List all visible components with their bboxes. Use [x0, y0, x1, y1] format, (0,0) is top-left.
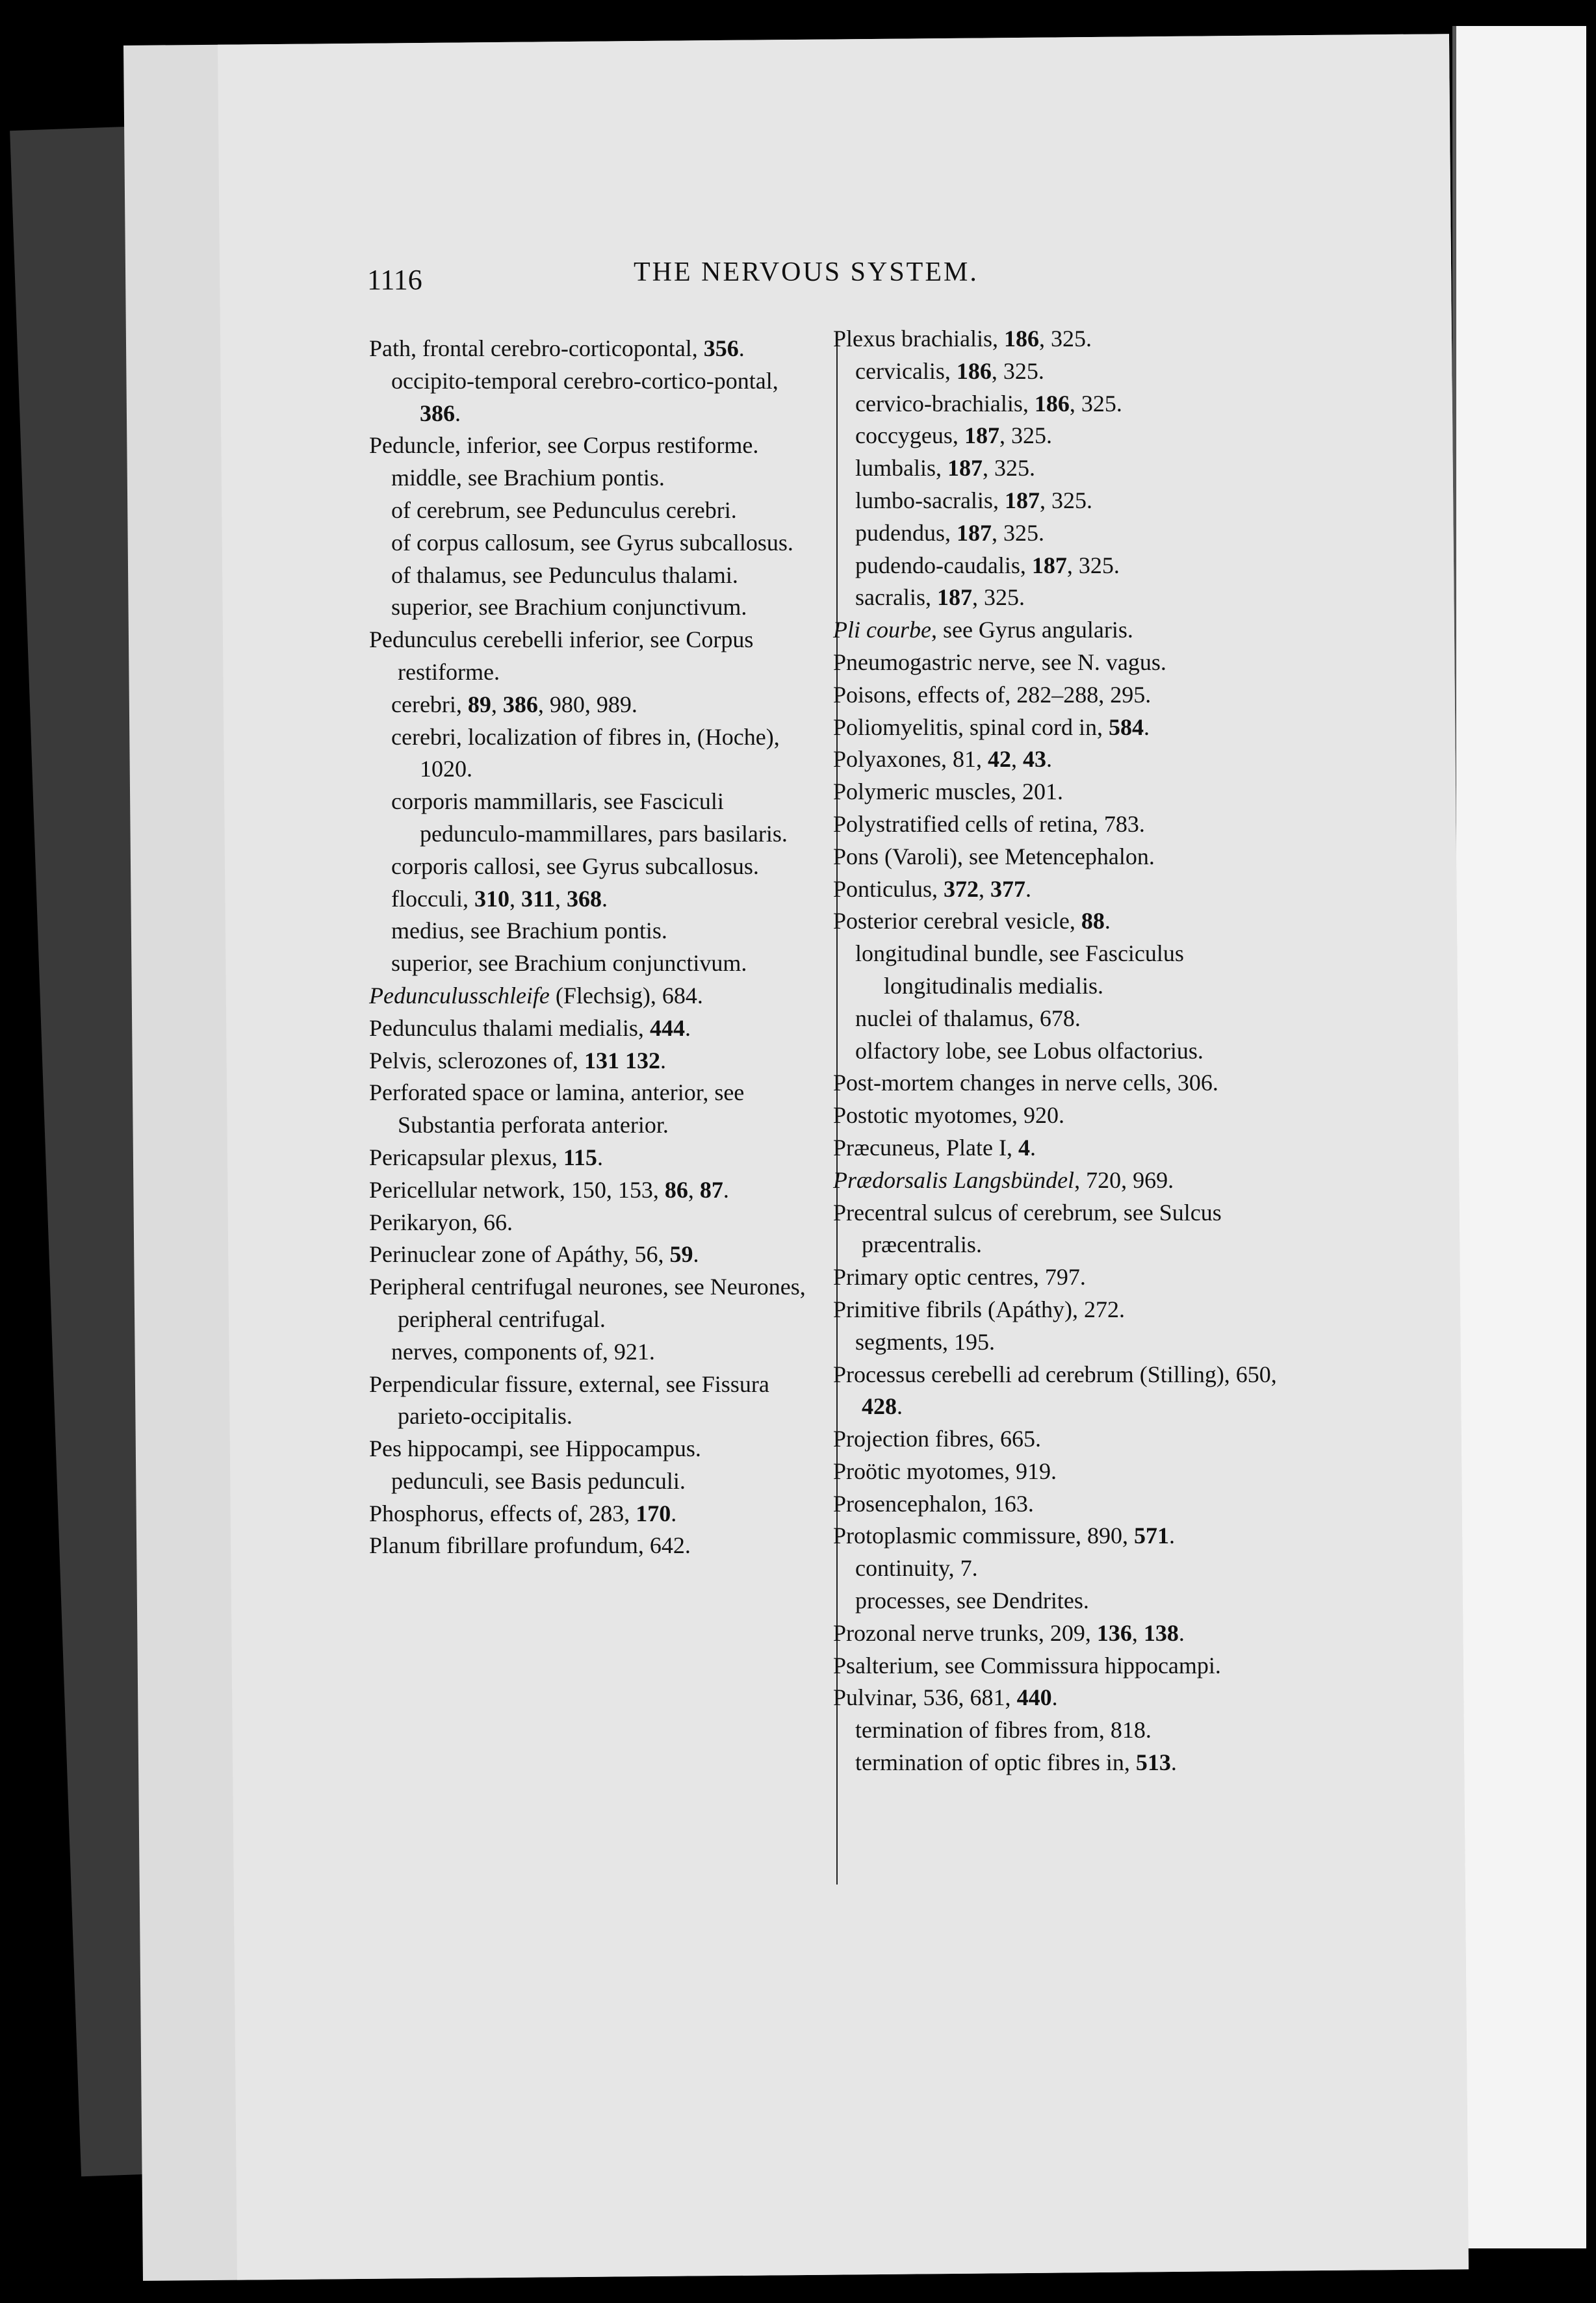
entry-text: flocculi,	[391, 885, 474, 912]
entry-text: Primary optic centres, 797.	[833, 1264, 1086, 1291]
entry-text: cervicalis,	[855, 357, 957, 384]
index-entry	[833, 1261, 1288, 1294]
index-entry	[369, 1498, 817, 1530]
entry-text: Perikaryon, 66.	[369, 1209, 513, 1235]
entry-text: Pelvis, sclerozones of,	[369, 1047, 584, 1074]
page-reference-bold: 368	[566, 885, 602, 912]
page-reference-bold: 187	[964, 422, 999, 449]
index-entry	[369, 560, 817, 592]
page-reference-bold: 186	[1003, 326, 1039, 352]
index-entry	[833, 550, 1288, 582]
entry-text: medius, see Brachium pontis.	[391, 918, 667, 944]
entry-text: Prozonal nerve trunks, 209,	[833, 1619, 1097, 1646]
index-entry	[369, 1271, 817, 1336]
page-reference-bold: 86	[664, 1176, 688, 1203]
index-entry	[369, 591, 817, 624]
index-entry	[833, 1100, 1288, 1132]
entry-text: Pes hippocampi, see Hippocampus.	[369, 1435, 701, 1462]
entry-text: corporis callosi, see Gyrus subcallosus.	[391, 853, 759, 879]
entry-text: Poisons, effects of, 282–288, 295.	[833, 681, 1152, 708]
index-entry	[833, 1197, 1288, 1262]
index-entry	[833, 1359, 1288, 1424]
entry-text: .	[1178, 1619, 1185, 1646]
index-entry	[369, 1174, 817, 1207]
index-column-right	[833, 323, 1288, 1779]
entry-text: pudendo-caudalis,	[855, 552, 1032, 578]
index-entry	[833, 1617, 1288, 1650]
entry-text: Pons (Varoli), see Metencephalon.	[833, 843, 1155, 869]
entry-text: .	[897, 1393, 903, 1420]
entry-text: Peripheral centrifugal neurones, see Neurones, peripheral centrifugal.	[369, 1274, 806, 1332]
page-reference-bold: 513	[1135, 1749, 1171, 1776]
entry-text: Pericellular network, 150, 153,	[369, 1176, 665, 1203]
entry-text: .	[738, 335, 745, 361]
entry-text: sacralis,	[855, 584, 937, 611]
index-entry	[369, 1530, 817, 1562]
index-entry	[833, 712, 1288, 744]
entry-text: .	[1051, 1684, 1058, 1711]
page-reference-bold: 88	[1081, 908, 1105, 934]
index-entry	[833, 938, 1288, 1003]
entry-text: occipito-temporal cerebro-cortico-pontal,	[391, 367, 779, 394]
entry-text: Projection fibres, 665.	[833, 1426, 1041, 1452]
entry-text: .	[1104, 908, 1111, 934]
index-entry	[369, 1239, 817, 1271]
index-entry	[369, 721, 817, 786]
entry-text: Prosencephalon, 163.	[833, 1490, 1034, 1517]
entry-text: Primitive fibrils (Apáthy), 272.	[833, 1296, 1125, 1322]
index-entry	[369, 1012, 817, 1045]
page-reference-bold: 187	[957, 519, 992, 546]
page-reference-bold: 372	[944, 875, 979, 902]
page-number: 1116	[367, 264, 422, 296]
entry-text: Perinuclear zone of Apáthy, 56,	[369, 1241, 670, 1268]
entry-text: Pneumogastric nerve, see N. vagus.	[833, 649, 1166, 675]
entry-text: .	[671, 1500, 677, 1526]
page-reference-bold: 131 132	[584, 1047, 660, 1074]
entry-text: Polyaxones, 81,	[833, 746, 988, 773]
entry-text: Path, frontal cerebro-corticopontal,	[369, 335, 704, 361]
entry-text: cerebri,	[391, 691, 468, 717]
index-entry	[369, 980, 817, 1012]
index-column-left	[369, 333, 817, 1562]
entry-text: Proötic myotomes, 919.	[833, 1458, 1057, 1484]
index-entry	[833, 808, 1288, 841]
entry-text: of corpus callosum, see Gyrus subcallosus.	[391, 529, 793, 556]
entry-text: longitudinal bundle, see Fasciculus longitudinalis medialis.	[855, 940, 1184, 999]
page-reference-bold: 311	[521, 885, 555, 912]
index-entry	[833, 1164, 1288, 1197]
entry-text: lumbalis,	[855, 455, 947, 482]
entry-text: ,	[509, 885, 521, 912]
entry-text: Pedunculus thalami medialis,	[369, 1014, 650, 1041]
index-entry	[369, 1142, 817, 1174]
entry-text: Protoplasmic commissure, 890,	[833, 1523, 1134, 1549]
entry-text: Precentral sulcus of cerebrum, see Sulcus præcentralis.	[833, 1199, 1222, 1258]
entry-text: termination of fibres from, 818.	[855, 1717, 1152, 1743]
entry-text: Post-mortem changes in nerve cells, 306.	[833, 1070, 1218, 1096]
entry-text: ,	[688, 1176, 700, 1203]
index-entry	[369, 915, 817, 947]
entry-text: , 720, 969.	[1074, 1166, 1174, 1193]
entry-text: .	[684, 1014, 691, 1041]
page-reference-bold: 186	[956, 357, 992, 384]
entry-text: lumbo-sacralis,	[855, 487, 1005, 513]
entry-text: , see Gyrus angularis.	[931, 617, 1133, 643]
entry-text: Ponticulus,	[833, 875, 944, 902]
index-entry	[833, 388, 1288, 420]
index-entry	[833, 1035, 1288, 1068]
index-entry	[833, 1747, 1288, 1779]
entry-text: , 325.	[991, 357, 1044, 384]
index-entry	[369, 883, 817, 916]
italic-term: Pli courbe	[833, 617, 931, 643]
entry-text: , 325.	[1069, 390, 1122, 417]
entry-text: Posterior cerebral vesicle,	[833, 908, 1081, 934]
entry-text: , 325.	[972, 584, 1025, 611]
entry-text: Postotic myotomes, 920.	[833, 1102, 1065, 1129]
index-entry	[833, 614, 1288, 647]
entry-text: (Flechsig), 684.	[549, 982, 703, 1009]
entry-text: Polymeric muscles, 201.	[833, 778, 1063, 805]
entry-text: of thalamus, see Pedunculus thalami.	[391, 561, 738, 588]
entry-text: Psalterium, see Commissura hippocampi.	[833, 1652, 1221, 1679]
index-entry	[833, 1132, 1288, 1164]
index-entry	[369, 1207, 817, 1239]
index-entry	[369, 333, 817, 365]
index-entry	[833, 647, 1288, 679]
page-reference-bold: 584	[1108, 714, 1144, 740]
entry-text: pudendus,	[855, 519, 957, 546]
page-reference-bold: 386	[420, 400, 455, 426]
entry-text: , 325.	[1066, 552, 1120, 578]
index-entry	[833, 873, 1288, 906]
entry-text: segments, 195.	[855, 1328, 995, 1355]
entry-text: , 325.	[1039, 487, 1092, 513]
running-head	[367, 257, 1290, 302]
entry-text: coccygeus,	[855, 422, 964, 449]
entry-text: termination of optic fibres in,	[855, 1749, 1136, 1776]
page-reference-bold: 187	[1031, 552, 1067, 578]
index-entry	[833, 1456, 1288, 1488]
index-entry	[369, 1045, 817, 1077]
entry-text: , 325.	[983, 455, 1035, 482]
index-entry	[833, 776, 1288, 808]
entry-text: ,	[1131, 1619, 1144, 1646]
index-entry	[369, 1336, 817, 1369]
index-entry	[833, 420, 1288, 452]
index-entry	[369, 1433, 817, 1465]
entry-text: .	[1170, 1749, 1177, 1776]
italic-term: Pedunculusschleife	[369, 982, 550, 1009]
entry-text: corporis mammillaris, see Fasciculi pedunculo-mammillares, pars basilaris.	[391, 788, 788, 847]
entry-text: Pulvinar, 536, 681,	[833, 1684, 1017, 1711]
entry-text: cerebri, localization of fibres in, (Hoche), 1020.	[391, 723, 780, 782]
entry-text: , 325.	[999, 422, 1052, 449]
index-entry	[369, 786, 817, 851]
page-reference-bold: 186	[1034, 390, 1070, 417]
index-entry	[833, 1423, 1288, 1456]
index-entry	[369, 462, 817, 495]
entry-text: ,	[491, 691, 503, 717]
index-entry	[833, 1326, 1288, 1359]
index-entry	[833, 1585, 1288, 1617]
entry-text: cervico-brachialis,	[855, 390, 1035, 417]
index-entry	[833, 452, 1288, 485]
entry-text: Perpendicular fissure, external, see Fissura parieto-occipitalis.	[369, 1370, 769, 1430]
index-entry	[833, 517, 1288, 550]
page-reference-bold: 440	[1016, 1684, 1052, 1711]
page-reference-bold: 187	[947, 455, 983, 482]
index-entry	[369, 1465, 817, 1498]
entry-text: .	[1046, 746, 1052, 773]
entry-text: of cerebrum, see Pedunculus cerebri.	[391, 496, 737, 523]
entry-text: .	[1025, 875, 1032, 902]
index-entry	[833, 323, 1288, 355]
entry-text: Processus cerebelli ad cerebrum (Stilling), 650,	[833, 1361, 1277, 1387]
facing-page-edge	[1452, 26, 1586, 2248]
page-reference-bold: 428	[862, 1393, 897, 1420]
entry-text: Pericapsular plexus,	[369, 1144, 563, 1170]
entry-text: .	[1029, 1134, 1036, 1161]
entry-text: , 980, 989.	[537, 691, 637, 717]
entry-text: .	[1143, 714, 1150, 740]
index-entry	[369, 495, 817, 527]
page-reference-bold: 89	[467, 691, 491, 717]
index-entry	[369, 689, 817, 721]
entry-text: Peduncle, inferior, see Corpus restiforme.	[369, 432, 759, 459]
entry-text: nuclei of thalamus, 678.	[855, 1005, 1081, 1031]
index-entry	[833, 355, 1288, 388]
index-entry	[833, 1488, 1288, 1521]
entry-text: superior, see Brachium conjunctivum.	[391, 950, 747, 977]
entry-text: middle, see Brachium pontis.	[391, 465, 665, 491]
entry-text: .	[723, 1176, 729, 1203]
entry-text: pedunculi, see Basis pedunculi.	[391, 1467, 686, 1494]
index-entry	[833, 582, 1288, 614]
entry-text: ,	[554, 885, 567, 912]
entry-text: Plexus brachialis,	[833, 326, 1004, 352]
index-entry	[369, 365, 817, 430]
page-reference-bold: 187	[936, 584, 972, 611]
page-reference-bold: 377	[990, 875, 1026, 902]
running-head-title: THE NERVOUS SYSTEM.	[634, 257, 979, 287]
entry-text: Pedunculus cerebelli inferior, see Corpus restiforme.	[369, 626, 754, 685]
index-entry	[833, 1294, 1288, 1326]
page-reference-bold: 138	[1143, 1619, 1179, 1646]
page-reference-bold: 87	[699, 1176, 723, 1203]
entry-text: ,	[979, 875, 991, 902]
entry-text: Planum fibrillare profundum, 642.	[369, 1532, 691, 1559]
entry-text: ,	[1011, 746, 1023, 773]
index-entry	[833, 1552, 1288, 1585]
page-reference-bold: 356	[703, 335, 739, 361]
index-entry	[369, 1369, 817, 1434]
index-entry	[833, 485, 1288, 517]
entry-text: Phosphorus, effects of, 283,	[369, 1500, 636, 1526]
page-reference-bold: 43	[1023, 746, 1046, 773]
entry-text: Perforated space or lamina, anterior, see Substantia perforata anterior.	[369, 1079, 745, 1139]
index-entry	[833, 1682, 1288, 1714]
index-entry	[833, 1003, 1288, 1035]
index-entry	[369, 430, 817, 462]
entry-text: , 325.	[1038, 326, 1092, 352]
index-entry	[833, 1520, 1288, 1552]
page-reference-bold: 42	[988, 746, 1011, 773]
entry-text: .	[693, 1241, 699, 1268]
index-entry	[833, 1067, 1288, 1100]
index-entry	[369, 624, 817, 689]
entry-text: , 325.	[992, 519, 1044, 546]
index-entry	[833, 743, 1288, 776]
entry-text: Poliomyelitis, spinal cord in,	[833, 714, 1109, 740]
entry-text: Præcuneus, Plate I,	[833, 1134, 1018, 1161]
page-reference-bold: 115	[563, 1144, 597, 1170]
page-reference-bold: 571	[1133, 1523, 1169, 1549]
page-reference-bold: 59	[669, 1241, 693, 1268]
entry-text: .	[455, 400, 461, 426]
page-reference-bold: 136	[1096, 1619, 1132, 1646]
index-entry	[369, 1077, 817, 1142]
entry-text: olfactory lobe, see Lobus olfactorius.	[855, 1037, 1203, 1064]
index-entry	[833, 1650, 1288, 1682]
entry-text: processes, see Dendrites.	[855, 1588, 1089, 1614]
entry-text: .	[597, 1144, 603, 1170]
index-entry	[833, 905, 1288, 938]
entry-text: .	[1168, 1523, 1175, 1549]
index-entry	[833, 841, 1288, 873]
entry-text: .	[660, 1047, 666, 1074]
entry-text: .	[601, 885, 608, 912]
entry-text: Polystratified cells of retina, 783.	[833, 810, 1145, 837]
index-entry	[369, 947, 817, 980]
index-entry	[369, 527, 817, 560]
page-reference-bold: 4	[1018, 1134, 1030, 1161]
entry-text: superior, see Brachium conjunctivum.	[391, 594, 747, 621]
page-reference-bold: 170	[636, 1500, 671, 1526]
index-entry	[833, 1714, 1288, 1747]
italic-term: Prædorsalis Langsbündel	[833, 1166, 1075, 1193]
index-entry	[369, 851, 817, 883]
page-reference-bold: 187	[1004, 487, 1040, 513]
entry-text: nerves, components of, 921.	[391, 1338, 655, 1365]
index-entry	[833, 679, 1288, 712]
entry-text: continuity, 7.	[855, 1555, 978, 1582]
page-reference-bold: 310	[474, 885, 509, 912]
page-reference-bold: 444	[649, 1014, 685, 1041]
page-reference-bold: 386	[502, 691, 538, 717]
